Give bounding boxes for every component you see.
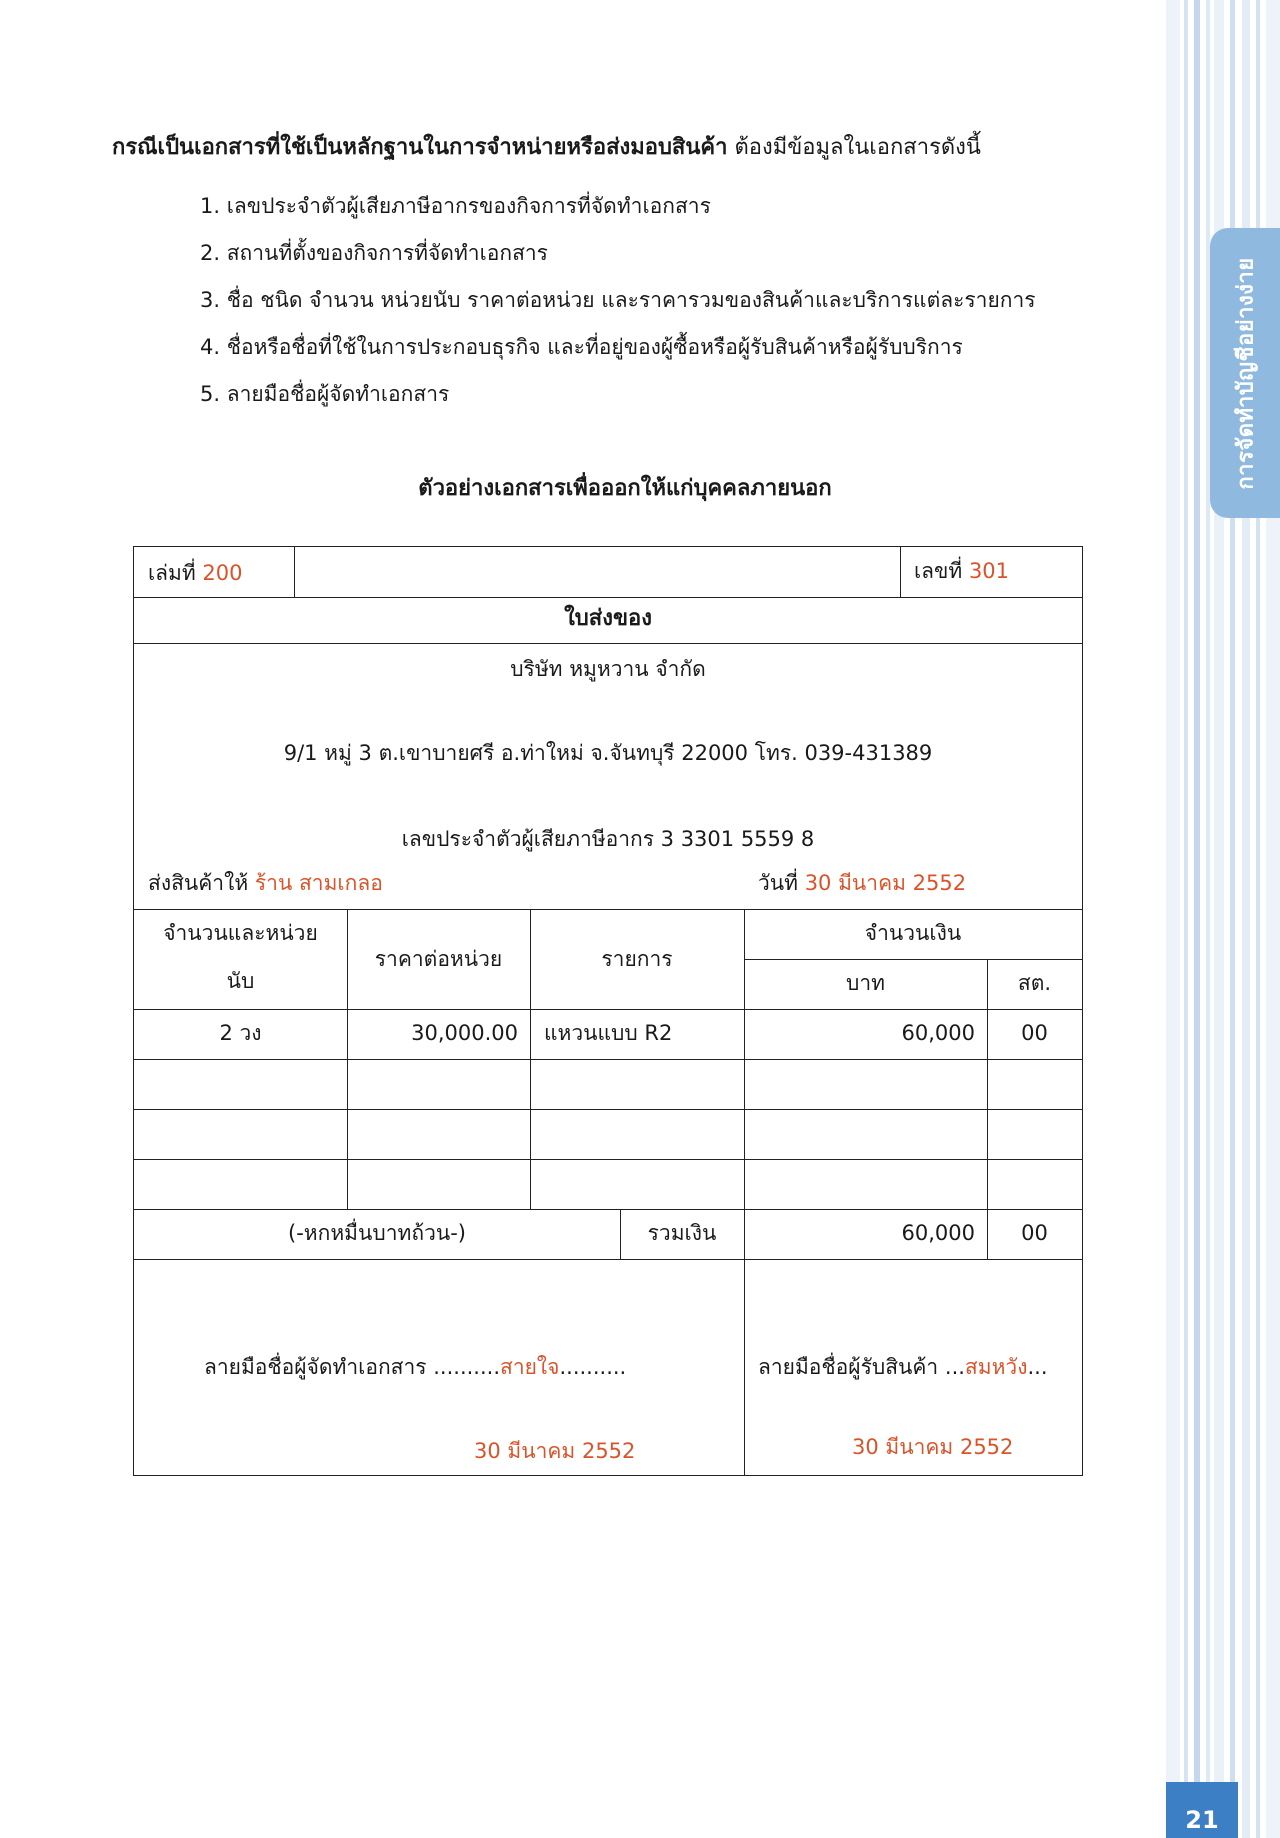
- deliver-to: [148, 869, 383, 897]
- deliver-to-value: ร้าน สามเกลอ: [254, 871, 383, 895]
- book-label-text: เล่มที่: [148, 561, 196, 585]
- receiver-signature: [758, 1353, 1048, 1381]
- header-unit-price: ราคาต่อหน่วย: [374, 947, 503, 971]
- form-line: [987, 959, 988, 1259]
- total-label: รวมเงิน: [647, 1221, 717, 1245]
- form-line: [134, 1209, 1082, 1210]
- amount-in-words: (-หกหมื่นบาทถ้วน-): [288, 1221, 466, 1245]
- number-label: [914, 557, 1009, 585]
- company-address: 9/1 หมู่ 3 ต.เขาบายศรี อ.ท่าใหม่ จ.จันทบุรี 22000 โทร. 039-431389: [283, 741, 933, 765]
- list-item: 1. เลขประจำตัวผู้เสียภาษีอากรของกิจการที่จัดทำเอกสาร: [200, 194, 711, 218]
- form-line: [134, 1109, 1082, 1110]
- document-title: ใบส่งของ: [564, 606, 652, 631]
- header-satang: สต.: [1017, 971, 1052, 995]
- list-item: 2. สถานที่ตั้งของกิจการที่จัดทำเอกสาร: [200, 241, 548, 265]
- header-item: รายการ: [601, 947, 673, 971]
- form-line: [134, 1259, 1082, 1260]
- intro-heading-rest: ต้องมีข้อมูลในเอกสารดังนี้: [727, 135, 981, 160]
- list-item: 4. ชื่อหรือชื่อที่ใช้ในการประกอบธุรกิจ และที่อยู่ของผู้ซื้อหรือผู้รับสินค้าหรือผู้รับบริการ: [200, 335, 963, 359]
- form-line: [900, 547, 901, 597]
- form-line: [134, 909, 1082, 910]
- date-value: 30 มีนาคม 2552: [804, 871, 967, 895]
- date-label: วันที่: [758, 871, 798, 895]
- row-unit-price: 30,000.00: [411, 1021, 518, 1045]
- book-label: [148, 559, 243, 587]
- total-baht: 60,000: [901, 1221, 975, 1245]
- list-item: 5. ลายมือชื่อผู้จัดทำเอกสาร: [200, 382, 450, 406]
- side-stripe: [1184, 0, 1188, 1838]
- issuer-signature: [204, 1353, 626, 1381]
- issuer-signature-name: สายใจ: [500, 1355, 560, 1379]
- receiver-date: 30 มีนาคม 2552: [852, 1435, 1014, 1459]
- header-baht: บาท: [846, 971, 885, 995]
- list-item: 3. ชื่อ ชนิด จำนวน หน่วยนับ ราคาต่อหน่วย และราคารวมของสินค้าและบริการแต่ละรายการ: [200, 288, 1036, 312]
- receiver-signature-trail: ...: [1027, 1355, 1048, 1379]
- intro-heading-bold: กรณีเป็นเอกสารที่ใช้เป็นหลักฐานในการจำหน่ายหรือส่งมอบสินค้า: [112, 135, 728, 160]
- issuer-signature-trail: ..........: [559, 1355, 627, 1379]
- date-field: [758, 869, 966, 897]
- book-value: 200: [202, 561, 243, 585]
- example-title: ตัวอย่างเอกสารเพื่อออกให้แก่บุคคลภายนอก: [418, 476, 832, 501]
- header-qty-line1: จำนวนและหน่วย: [163, 921, 318, 945]
- receiver-signature-label: ลายมือชื่อผู้รับสินค้า ...: [758, 1355, 965, 1379]
- row-qty: 2 วง: [219, 1021, 262, 1045]
- intro-heading: [112, 132, 1112, 164]
- row-item: แหวนแบบ R2: [544, 1021, 673, 1045]
- company-name: บริษัท หมูหวาน จำกัด: [510, 657, 706, 681]
- side-stripe: [1166, 0, 1180, 1838]
- form-line: [134, 1159, 1082, 1160]
- form-line: [744, 959, 1082, 960]
- row-satang: 00: [1021, 1021, 1048, 1045]
- issuer-date: 30 มีนาคม 2552: [474, 1439, 636, 1463]
- delivery-note-form: [133, 546, 1083, 1476]
- header-qty-line2: นับ: [226, 969, 255, 993]
- receiver-signature-name: สมหวัง: [964, 1355, 1028, 1379]
- number-label-text: เลขที่: [914, 559, 963, 583]
- row-baht: 60,000: [901, 1021, 975, 1045]
- requirements-list: [200, 190, 1100, 425]
- side-stripe: [1194, 0, 1200, 1838]
- issuer-signature-label: ลายมือชื่อผู้จัดทำเอกสาร ..........: [204, 1355, 500, 1379]
- deliver-to-label: ส่งสินค้าให้: [148, 871, 249, 895]
- number-value: 301: [968, 559, 1010, 583]
- header-amount: จำนวนเงิน: [864, 921, 962, 945]
- form-line: [134, 1009, 1082, 1010]
- side-tab-text: การจัดทำบัญชีอย่างง่าย: [1233, 256, 1259, 490]
- tax-id-line: เลขประจำตัวผู้เสียภาษีอากร 3 3301 5559 8: [401, 827, 815, 851]
- form-line: [294, 547, 295, 597]
- form-line: [134, 597, 1082, 598]
- page-number: 21: [1185, 1806, 1219, 1834]
- form-line: [134, 1059, 1082, 1060]
- form-line: [134, 643, 1082, 644]
- total-satang: 00: [1021, 1221, 1048, 1245]
